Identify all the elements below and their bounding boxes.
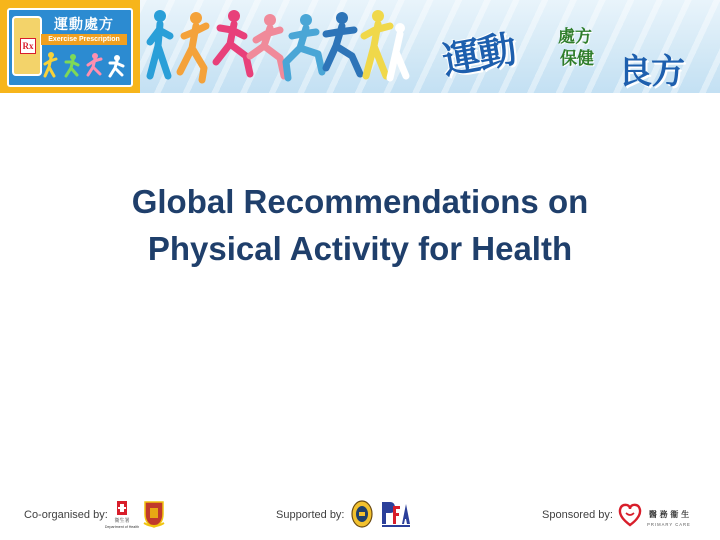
slogan-big-text: 良方 [618,52,684,92]
rx-label: Rx [20,38,36,54]
sponsor-logo-cn-text: 醫 務 衞 生 [648,510,690,519]
logo-panel [7,8,133,87]
hkpfa-logo [380,500,412,528]
slogan-main-text: 運動 [439,27,518,83]
department-of-health-logo [104,500,140,530]
slogan-artwork [430,4,716,90]
supported-label: Supported by: [276,509,345,521]
college-crest-logo [142,499,166,529]
supporter-emblem-logo [351,500,373,528]
logo-athletes-icon [43,50,127,78]
slide-title [0,178,720,272]
sponsor-wordmark-logo [644,507,694,529]
sponsor-heart-logo [617,502,643,528]
slide-title-line-2: Physical Activity for Health [147,230,573,267]
co-organised-label: Co-organised by: [24,509,108,521]
dh-logo-en-text: Department of Health [104,525,140,529]
sponsor-logo-en-text: PRIMARY CARE [647,522,691,527]
logo-title: 運動處方 [54,17,114,33]
slogan-small-text: 處方 [558,27,592,47]
dh-logo-cn-text: 衛生署 [114,518,130,524]
exercise-prescription-logo [0,0,140,93]
prescription-jar-icon [12,16,42,76]
athlete-silhouettes-illustration [146,6,408,86]
header-banner [0,0,720,93]
logo-subtitle: Exercise Prescription [41,34,127,45]
sponsored-label: Sponsored by: [542,509,613,521]
slogan-secondary-text: 保健 [560,49,594,69]
slide-title-line-1: Global Recommendations on [131,183,589,220]
